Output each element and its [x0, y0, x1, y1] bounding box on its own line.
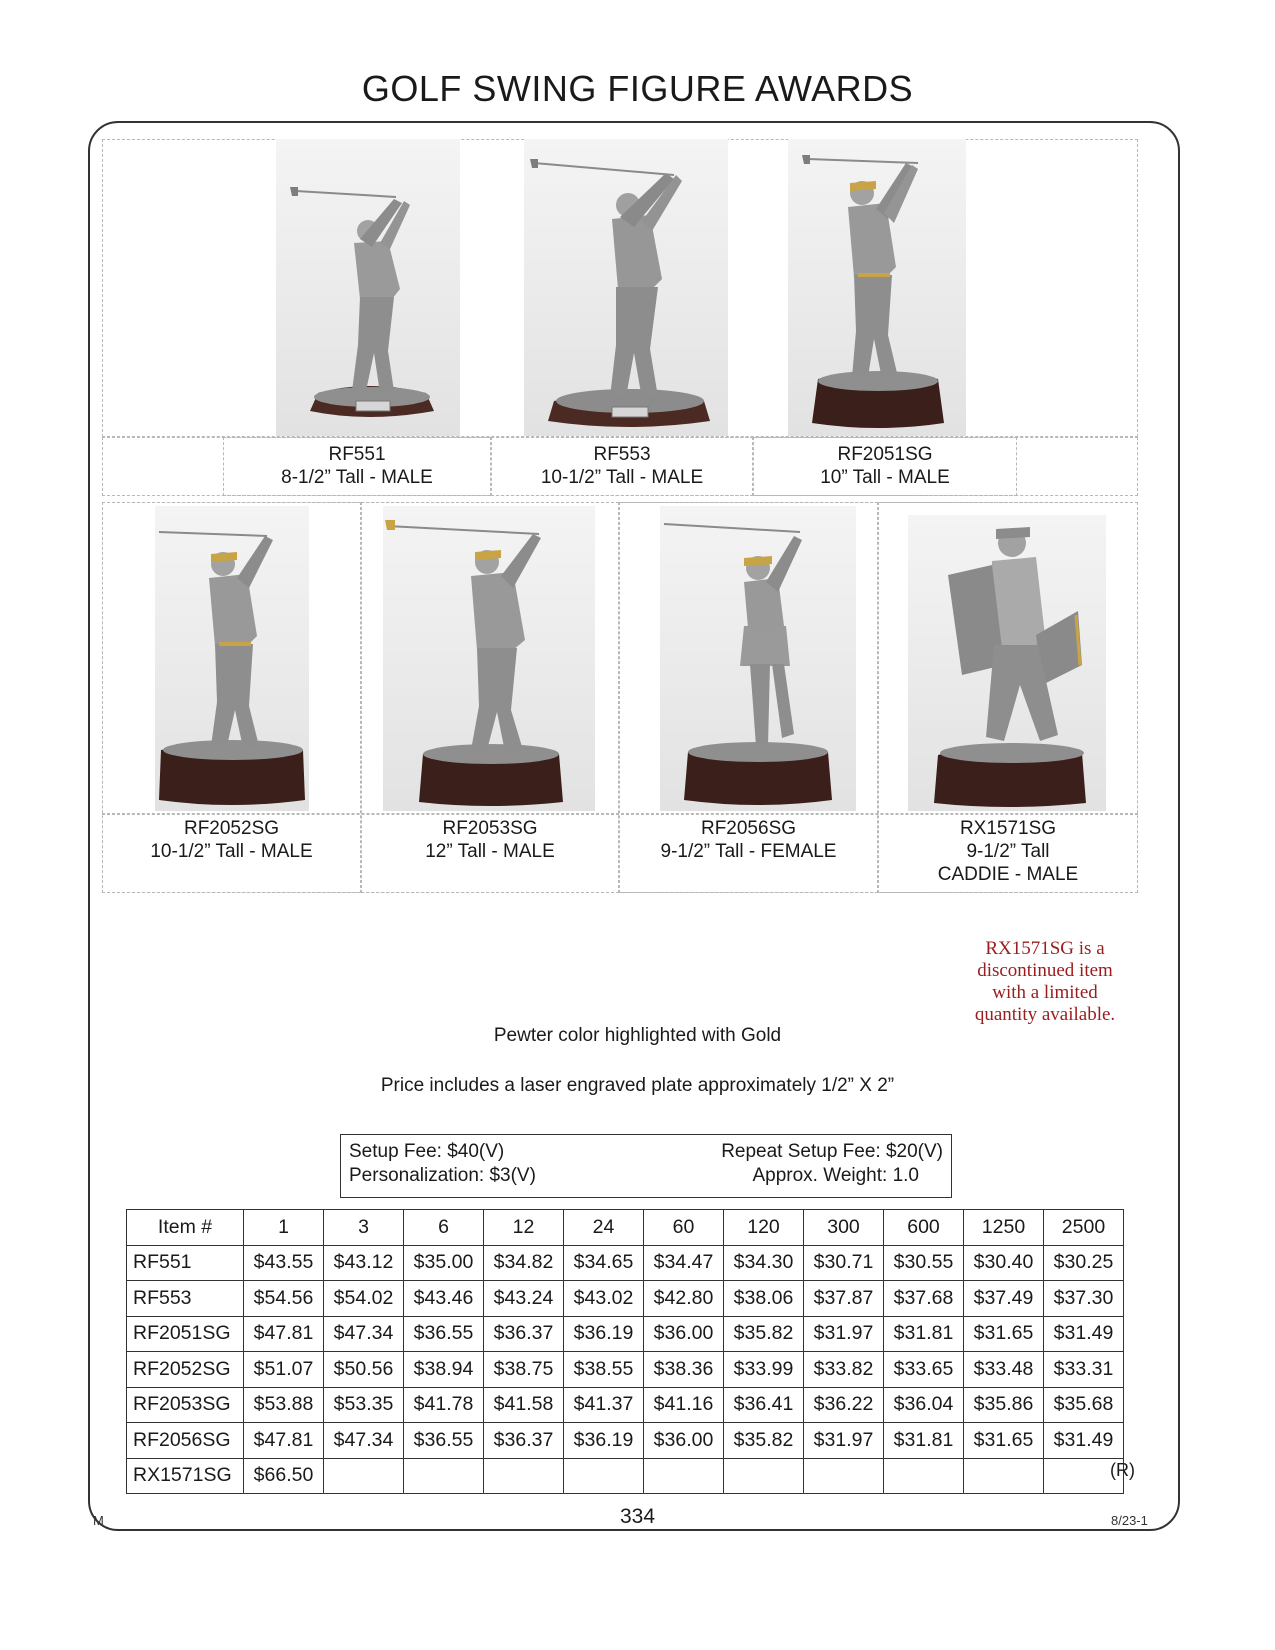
- rf551-photo: [276, 139, 460, 436]
- price-cell: $30.25: [1044, 1245, 1124, 1281]
- price-cell: $38.36: [644, 1352, 724, 1388]
- price-cell: $43.02: [564, 1281, 644, 1317]
- price-cell: $33.48: [964, 1352, 1044, 1388]
- price-cell: $34.30: [724, 1245, 804, 1281]
- rx1571sg-photo: [908, 515, 1106, 811]
- table-row: [127, 1387, 1124, 1423]
- product-description: 9-1/2” Tall - FEMALE: [660, 841, 837, 862]
- repeat-setup-fee: Repeat Setup Fee: $20(V): [721, 1141, 943, 1162]
- price-cell: [884, 1458, 964, 1494]
- rx1571sg-caption: [878, 817, 1138, 886]
- golfer-figure-icon: [660, 506, 856, 811]
- product-code: RF2051SG: [837, 444, 933, 465]
- price-cell: $54.56: [244, 1281, 324, 1317]
- price-cell: [964, 1458, 1044, 1494]
- price-cell: $50.56: [324, 1352, 404, 1388]
- notice-line: quantity available.: [974, 1004, 1116, 1025]
- header-qty: 6: [404, 1210, 484, 1246]
- price-cell: $43.12: [324, 1245, 404, 1281]
- rf2052sg-photo: [155, 506, 309, 811]
- price-cell: $30.71: [804, 1245, 884, 1281]
- price-cell: $35.82: [724, 1423, 804, 1459]
- product-code: RF2053SG: [442, 818, 538, 839]
- notice-line: with a limited: [992, 982, 1098, 1003]
- product-code: RF2056SG: [700, 818, 797, 839]
- golfer-figure-icon: [383, 506, 595, 811]
- discontinued-notice: [950, 938, 1140, 1026]
- product-code: RF553: [593, 444, 651, 465]
- price-cell: $31.81: [884, 1316, 964, 1352]
- price-cell: $36.41: [724, 1387, 804, 1423]
- price-cell: $31.97: [804, 1316, 884, 1352]
- table-row: [127, 1281, 1124, 1317]
- price-cell: $36.22: [804, 1387, 884, 1423]
- price-cell: $34.65: [564, 1245, 644, 1281]
- rf2052sg-caption: [102, 817, 361, 863]
- footer-right: 8/23-1: [1111, 1513, 1148, 1528]
- price-cell: $47.34: [324, 1423, 404, 1459]
- product-description: 10-1/2” Tall - MALE: [540, 467, 704, 488]
- product-code: RF2052SG: [183, 818, 280, 839]
- price-cell: $41.58: [484, 1387, 564, 1423]
- price-cell: $31.49: [1044, 1423, 1124, 1459]
- header-qty: 12: [484, 1210, 564, 1246]
- header-qty: 3: [324, 1210, 404, 1246]
- price-cell: $30.40: [964, 1245, 1044, 1281]
- price-cell: $31.97: [804, 1423, 884, 1459]
- price-cell: $30.55: [884, 1245, 964, 1281]
- price-cell: $35.00: [404, 1245, 484, 1281]
- price-cell: $37.49: [964, 1281, 1044, 1317]
- price-cell: $38.55: [564, 1352, 644, 1388]
- table-header-row: [127, 1210, 1124, 1246]
- price-table-body: [127, 1245, 1124, 1494]
- product-description: 10-1/2” Tall - MALE: [150, 841, 313, 862]
- plate-note: Price includes a laser engraved plate approximately 1/2” X 2”: [380, 1075, 895, 1096]
- header-qty: 2500: [1044, 1210, 1124, 1246]
- price-cell: $31.65: [964, 1316, 1044, 1352]
- product-description: 12” Tall - MALE: [425, 841, 555, 862]
- caption-row-2-divider: [102, 813, 1138, 815]
- price-cell: $38.75: [484, 1352, 564, 1388]
- price-cell: $36.37: [484, 1316, 564, 1352]
- product-code: RX1571SG: [959, 818, 1057, 839]
- item-number-cell: RF551: [127, 1245, 244, 1281]
- price-cell: $34.47: [644, 1245, 724, 1281]
- price-cell: [484, 1458, 564, 1494]
- price-cell: $36.00: [644, 1316, 724, 1352]
- fees-box: [340, 1134, 952, 1198]
- price-cell: $36.19: [564, 1423, 644, 1459]
- header-qty: 300: [804, 1210, 884, 1246]
- product-description: 9-1/2” Tall: [966, 841, 1050, 862]
- price-cell: $35.86: [964, 1387, 1044, 1423]
- price-cell: $33.99: [724, 1352, 804, 1388]
- price-cell: [644, 1458, 724, 1494]
- table-row: [127, 1423, 1124, 1459]
- personalization-fee: Personalization: $3(V): [349, 1165, 536, 1186]
- rf551-caption: [223, 443, 491, 489]
- price-cell: $43.46: [404, 1281, 484, 1317]
- price-cell: $47.81: [244, 1316, 324, 1352]
- header-qty: 1250: [964, 1210, 1044, 1246]
- page-number: 334: [619, 1505, 656, 1528]
- caddie-figure-icon: [908, 515, 1106, 811]
- price-cell: $31.49: [1044, 1316, 1124, 1352]
- item-number-cell: RF2051SG: [127, 1316, 244, 1352]
- price-cell: $31.81: [884, 1423, 964, 1459]
- approx-weight: Approx. Weight: 1.0: [752, 1165, 919, 1186]
- table-row: [127, 1458, 1124, 1494]
- price-cell: $36.00: [644, 1423, 724, 1459]
- rf2051sg-caption: [753, 443, 1017, 489]
- price-cell: $36.55: [404, 1316, 484, 1352]
- page-title: GOLF SWING FIGURE AWARDS: [361, 68, 914, 109]
- price-cell: $53.35: [324, 1387, 404, 1423]
- price-cell: $53.88: [244, 1387, 324, 1423]
- item-number-cell: RF2052SG: [127, 1352, 244, 1388]
- price-cell: $47.81: [244, 1423, 324, 1459]
- rf2056sg-caption: [619, 817, 878, 863]
- price-cell: $33.31: [1044, 1352, 1124, 1388]
- finish-note: Pewter color highlighted with Gold: [493, 1025, 782, 1046]
- price-cell: $43.55: [244, 1245, 324, 1281]
- header-qty: 60: [644, 1210, 724, 1246]
- header-qty: 24: [564, 1210, 644, 1246]
- price-cell: $37.30: [1044, 1281, 1124, 1317]
- notice-line: discontinued item: [977, 960, 1113, 981]
- price-cell: $41.37: [564, 1387, 644, 1423]
- table-row: [127, 1316, 1124, 1352]
- price-cell: [804, 1458, 884, 1494]
- golfer-figure-icon: [524, 139, 728, 436]
- product-description: 8-1/2” Tall - MALE: [281, 467, 433, 488]
- price-cell: $36.04: [884, 1387, 964, 1423]
- price-cell: $41.16: [644, 1387, 724, 1423]
- price-cell: $47.34: [324, 1316, 404, 1352]
- rf553-caption: [491, 443, 753, 489]
- price-cell: $33.65: [884, 1352, 964, 1388]
- footer-left: M: [93, 1513, 104, 1528]
- item-number-cell: RF2056SG: [127, 1423, 244, 1459]
- golfer-figure-icon: [788, 139, 966, 436]
- rf2056sg-photo: [660, 506, 856, 811]
- header-qty: 600: [884, 1210, 964, 1246]
- product-description: 10” Tall - MALE: [820, 467, 950, 488]
- product-code: RF551: [328, 444, 386, 465]
- price-cell: $54.02: [324, 1281, 404, 1317]
- header-item: Item #: [127, 1210, 244, 1246]
- price-cell: $66.50: [244, 1458, 324, 1494]
- table-row: [127, 1352, 1124, 1388]
- price-cell: $36.55: [404, 1423, 484, 1459]
- item-number-cell: RF553: [127, 1281, 244, 1317]
- price-cell: $31.65: [964, 1423, 1044, 1459]
- price-cell: $33.82: [804, 1352, 884, 1388]
- price-cell: $51.07: [244, 1352, 324, 1388]
- item-number-cell: RF2053SG: [127, 1387, 244, 1423]
- price-cell: $38.94: [404, 1352, 484, 1388]
- price-cell: [724, 1458, 804, 1494]
- price-cell: $43.24: [484, 1281, 564, 1317]
- rf2051sg-photo: [788, 139, 966, 436]
- price-cell: $42.80: [644, 1281, 724, 1317]
- setup-fee: Setup Fee: $40(V): [349, 1141, 505, 1162]
- price-cell: $35.82: [724, 1316, 804, 1352]
- rf2053sg-photo: [383, 506, 595, 811]
- price-cell: $38.06: [724, 1281, 804, 1317]
- item-number-cell: RX1571SG: [127, 1458, 244, 1494]
- notice-line: RX1571SG is a: [985, 938, 1105, 959]
- price-cell: [564, 1458, 644, 1494]
- product-description-2: CADDIE - MALE: [937, 864, 1079, 885]
- registered-mark: (R): [1110, 1460, 1135, 1480]
- golfer-figure-icon: [276, 139, 460, 436]
- price-cell: $41.78: [404, 1387, 484, 1423]
- price-cell: $37.87: [804, 1281, 884, 1317]
- price-cell: $37.68: [884, 1281, 964, 1317]
- price-cell: $36.37: [484, 1423, 564, 1459]
- price-table: [126, 1209, 1124, 1494]
- price-cell: [324, 1458, 404, 1494]
- header-qty: 1: [244, 1210, 324, 1246]
- price-cell: [404, 1458, 484, 1494]
- rf2053sg-caption: [361, 817, 619, 863]
- price-cell: $35.68: [1044, 1387, 1124, 1423]
- price-cell: $36.19: [564, 1316, 644, 1352]
- rf553-photo: [524, 139, 728, 436]
- header-qty: 120: [724, 1210, 804, 1246]
- golfer-figure-icon: [155, 506, 309, 811]
- price-cell: $34.82: [484, 1245, 564, 1281]
- table-row: [127, 1245, 1124, 1281]
